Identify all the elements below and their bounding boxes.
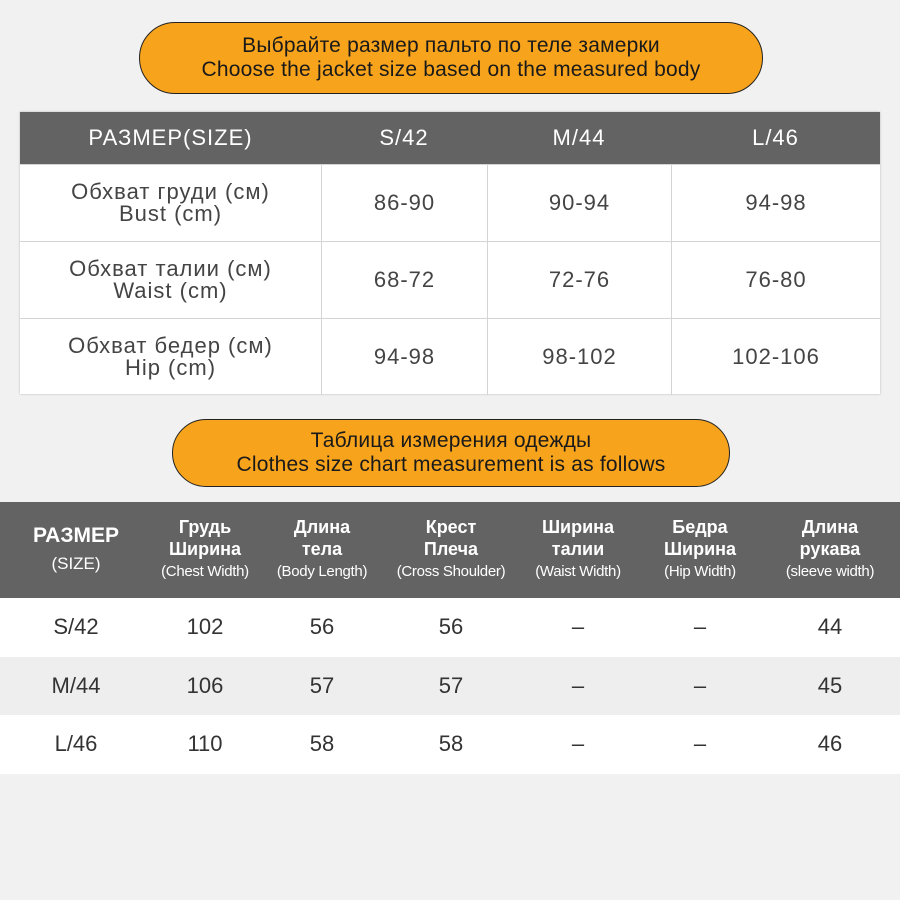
- table-row-hip: [20, 318, 880, 395]
- header-l46: L/46: [752, 125, 799, 150]
- header-m44: M/44: [552, 125, 606, 150]
- header-cross-shoulder: [386, 502, 516, 598]
- header-en: (sleeve width): [785, 563, 875, 580]
- table-row: [0, 598, 900, 657]
- header-waist-width: [516, 502, 640, 598]
- cell-size: L/46: [54, 731, 98, 757]
- cell-value: 68-72: [321, 242, 487, 318]
- row-label-en: Bust (cm): [118, 201, 223, 226]
- header-ru-1: Крест: [425, 517, 477, 537]
- header-ru-2: Ширина: [663, 539, 737, 559]
- cell-value: 102: [186, 614, 224, 640]
- cell-size: M/44: [51, 672, 101, 698]
- cell-value: 98-102: [487, 319, 671, 395]
- banner-title-en: Clothes size chart measurement is as follows: [236, 453, 666, 476]
- cell-value: –: [693, 672, 707, 698]
- header-body-length: [258, 502, 386, 598]
- cell-value: 110: [187, 731, 223, 757]
- cell-value: 94-98: [321, 319, 487, 395]
- table-row: [0, 657, 900, 716]
- cell-value: 46: [817, 731, 843, 757]
- cell-value: 58: [438, 731, 464, 757]
- clothes-chart-banner: [172, 419, 730, 487]
- header-size: РАЗМЕР(SIZE): [88, 125, 253, 150]
- table-row-bust: [20, 164, 880, 241]
- header-ru-1: Бедра: [672, 517, 728, 537]
- cell-value: 76-80: [671, 242, 880, 318]
- header-en: (Waist Width): [535, 563, 621, 580]
- cell-value: 94-98: [671, 165, 880, 241]
- header-chest-width: [152, 502, 258, 598]
- banner-title-ru: Выбрайте размер пальто по теле замерки: [242, 34, 660, 57]
- header-size: [0, 502, 152, 598]
- jacket-size-banner: [139, 22, 763, 94]
- cell-value: 44: [817, 614, 843, 640]
- row-label: [20, 319, 321, 395]
- cell-value: 90-94: [487, 165, 671, 241]
- header-ru-2: талии: [551, 539, 605, 559]
- header-sleeve-width: [760, 502, 900, 598]
- garment-measurement-table: [0, 502, 900, 774]
- header-s42: S/42: [379, 125, 429, 150]
- header-ru-2: тела: [301, 539, 343, 559]
- header-size-en: (SIZE): [51, 554, 101, 573]
- row-label: [20, 242, 321, 318]
- table-header: [0, 502, 900, 598]
- header-ru-1: Ширина: [541, 517, 615, 537]
- header-ru-1: Грудь: [178, 517, 232, 537]
- cell-value: –: [571, 614, 585, 640]
- cell-value: 72-76: [487, 242, 671, 318]
- header-ru-1: Длина: [293, 517, 351, 537]
- cell-value: –: [571, 731, 585, 757]
- header-en: (Cross Shoulder): [396, 563, 506, 580]
- cell-value: 57: [309, 672, 335, 698]
- banner-title-en: Choose the jacket size based on the measured body: [201, 58, 701, 81]
- header-ru-1: Длина: [801, 517, 859, 537]
- cell-value: 58: [309, 731, 335, 757]
- body-measurement-table: [20, 112, 880, 394]
- header-ru-2: Ширина: [168, 539, 242, 559]
- header-size-ru: РАЗМЕР: [33, 524, 119, 547]
- table-row-waist: [20, 241, 880, 318]
- table-row: [0, 715, 900, 774]
- cell-value: –: [693, 614, 707, 640]
- header-ru-2: рукава: [799, 539, 861, 559]
- cell-value: 57: [438, 672, 464, 698]
- row-label-en: Hip (cm): [124, 355, 217, 380]
- header-en: (Chest Width): [161, 563, 249, 580]
- row-label-ru: Обхват бедер (см): [68, 333, 273, 358]
- table-header: [20, 112, 880, 164]
- banner-title-ru: Таблица измерения одежды: [310, 429, 592, 452]
- cell-size: S/42: [53, 614, 99, 640]
- cell-value: 45: [817, 672, 843, 698]
- row-label-en: Waist (cm): [113, 278, 228, 303]
- header-en: (Body Length): [276, 563, 368, 580]
- cell-value: –: [693, 731, 707, 757]
- cell-value: –: [571, 672, 585, 698]
- row-label-ru: Обхват груди (см): [71, 179, 270, 204]
- cell-value: 102-106: [671, 319, 880, 395]
- row-label-ru: Обхват талии (см): [69, 256, 272, 281]
- cell-value: 86-90: [321, 165, 487, 241]
- header-en: (Hip Width): [664, 563, 736, 580]
- row-label: [20, 165, 321, 241]
- header-hip-width: [640, 502, 760, 598]
- cell-value: 56: [309, 614, 335, 640]
- cell-value: 56: [438, 614, 464, 640]
- cell-value: 106: [186, 672, 224, 698]
- header-ru-2: Плеча: [423, 539, 479, 559]
